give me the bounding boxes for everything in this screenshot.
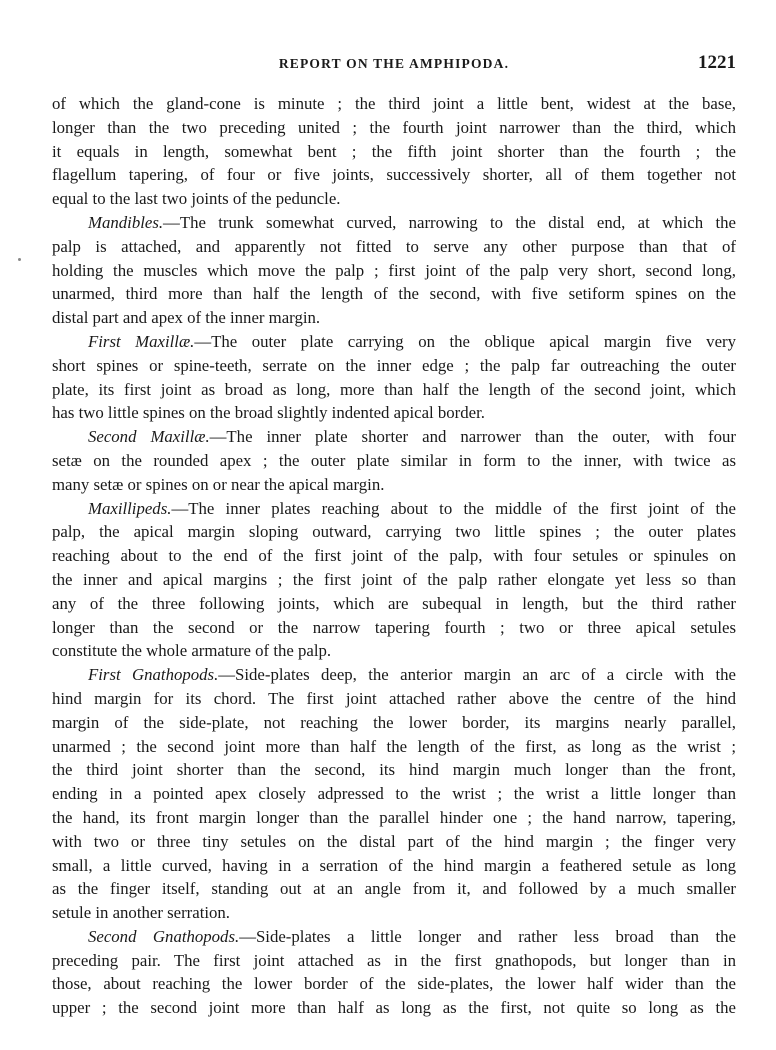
margin-speck — [18, 258, 21, 261]
text-line: longer than the two preceding united ; the fourth joint narrower than the third, which — [52, 117, 736, 137]
paragraph-first-gnathopods — [52, 663, 736, 925]
text-line: short spines or spine-teeth, serrate on the inner edge ; the palp far outreaching the outer — [52, 355, 736, 375]
text-line: hind margin for its chord. The first joint attached rather above the centre of the hind — [52, 688, 736, 708]
body-text — [52, 92, 736, 1020]
text-fragment: —The outer plate carrying on the oblique apical margin five very — [194, 331, 736, 351]
text-line — [52, 497, 736, 521]
text-line: as the finger itself, standing out at an angle from it, and followed by a much smaller — [52, 879, 736, 899]
text-line: ending in a pointed apex closely adpressed to the wrist ; the wrist a little longer than — [52, 784, 736, 804]
text-line: small, a little curved, having in a serration of the hind margin a feathered setule as long — [52, 855, 736, 875]
text-line: unarmed, third more than half the length of the second, with five setiform spines on the — [52, 284, 736, 304]
text-line: plate, its first joint as broad as long, more than half the length of the second joint, which — [52, 379, 736, 399]
text-line: the hand, its front margin longer than the parallel hinder one ; the hand narrow, tapering, — [52, 807, 736, 827]
text-line: flagellum tapering, of four or five joints, successively shorter, all of them together not — [52, 165, 736, 185]
text-line: has two little spines on the broad slightly indented apical border. — [52, 403, 485, 423]
text-line — [52, 425, 736, 449]
page-number: 1221 — [698, 52, 736, 73]
text-line: the inner and apical margins ; the first joint of the palp rather elongate yet less so than — [52, 569, 736, 589]
text-line — [52, 663, 736, 687]
paragraph-maxillipeds — [52, 497, 736, 664]
paragraph-second-maxillae — [52, 425, 736, 496]
text-line: palp is attached, and apparently not fitted to serve any other purpose than that of — [52, 236, 736, 256]
section-heading-mandibles: Mandibles. — [88, 212, 164, 232]
text-line: those, about reaching the lower border of the side-plates, the lower half wider than the — [52, 974, 736, 994]
section-heading-second-gnathopods: Second Gnathopods. — [88, 926, 240, 946]
section-heading-second-maxillae: Second Maxillæ. — [88, 427, 210, 447]
paragraph-second-gnathopods — [52, 925, 736, 1020]
text-line: many setæ or spines on or near the apical margin. — [52, 474, 385, 494]
text-line: any of the three following joints, which are subequal in length, but the third rather — [52, 593, 736, 613]
text-line: distal part and apex of the inner margin. — [52, 308, 321, 328]
text-line: palp, the apical margin sloping outward, carrying two little spines ; the outer plates — [52, 522, 736, 542]
text-line — [52, 211, 736, 235]
paragraph-first-maxillae — [52, 330, 736, 425]
text-fragment: —The inner plates reaching about to the middle of the first joint of the — [171, 498, 736, 518]
section-heading-first-maxillae: First Maxillæ. — [88, 331, 195, 351]
text-line: unarmed ; the second joint more than half the length of the first, as long as the wrist ; — [52, 736, 736, 756]
text-line: setæ on the rounded apex ; the outer plate similar in form to the inner, with twice as — [52, 450, 736, 470]
text-line: constitute the whole armature of the palp. — [52, 641, 332, 661]
text-line: longer than the second or the narrow tapering fourth ; two or three apical setules — [52, 617, 736, 637]
paragraph-antennae-continued — [52, 92, 736, 211]
text-line: preceding pair. The first joint attached as in the first gnathopods, but longer than in — [52, 950, 736, 970]
text-line: holding the muscles which move the palp ; first joint of the palp very short, second long, — [52, 260, 736, 280]
text-line: upper ; the second joint more than half as long as the first, not quite so long as the — [52, 998, 736, 1018]
section-heading-first-gnathopods: First Gnathopods. — [88, 665, 219, 685]
text-line: equal to the last two joints of the peduncle. — [52, 189, 341, 209]
text-line: setule in another serration. — [52, 903, 231, 923]
text-line: the third joint shorter than the second, its hind margin much longer than the front, — [52, 760, 736, 780]
text-fragment: —The trunk somewhat curved, narrowing to the distal end, at which the — [163, 212, 736, 232]
section-heading-maxillipeds: Maxillipeds. — [88, 498, 172, 518]
running-title: REPORT ON THE AMPHIPODA. — [278, 56, 510, 71]
text-fragment: —Side-plates a little longer and rather less broad than the — [239, 926, 736, 946]
text-line: it equals in length, somewhat bent ; the fifth joint shorter than the fourth ; the — [52, 141, 736, 161]
text-line: of which the gland-cone is minute ; the third joint a little bent, widest at the base, — [52, 94, 736, 113]
text-fragment: —The inner plate shorter and narrower than the outer, with four — [209, 427, 736, 447]
text-line: with two or three tiny setules on the distal part of the hind margin ; the finger very — [52, 831, 736, 851]
text-line — [52, 330, 736, 354]
text-fragment: —Side-plates deep, the anterior margin an arc of a circle with the — [218, 665, 736, 685]
text-line: reaching about to the end of the first joint of the palp, with four setules or spinules on — [52, 546, 736, 566]
text-line — [52, 925, 736, 949]
paragraph-mandibles — [52, 211, 736, 330]
text-line: margin of the side-plate, not reaching the lower border, its margins nearly parallel, — [52, 712, 736, 732]
running-header — [52, 52, 736, 78]
